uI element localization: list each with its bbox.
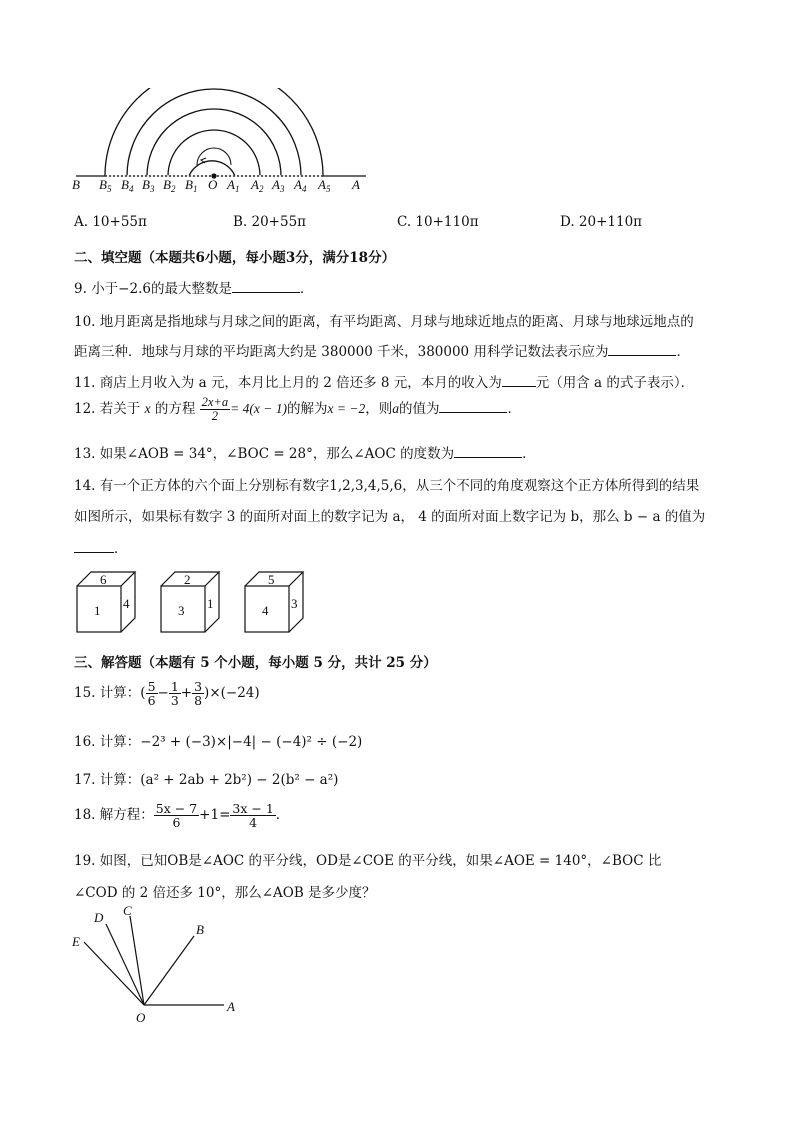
question-18: 18. 解方程： $\frac{5x - 7}{6}$ +1= $\frac{3x - 1}{4}$ ． <box>74 801 290 831</box>
cube-3-front: 4 <box>262 603 269 618</box>
point-label-b: B <box>72 177 80 192</box>
question-16: 16. 计算：−2³ + (−3)×|−4| − (−4)² ÷ (−2) <box>74 734 363 750</box>
cube-1 <box>76 570 138 634</box>
cube-3-side: 3 <box>291 596 298 611</box>
section-2-title: 二、填空题（本题共6小题，每小题3分，满分18分） <box>74 250 396 266</box>
question-14-line2: 如图所示，如果标有数字 3 的面所对面上的数字记为 a， 4 的面所对面上数字记为 b，那么 b − a 的值为 <box>74 509 706 525</box>
cube-1-side: 4 <box>123 596 130 611</box>
cube-2-top: 2 <box>184 572 191 587</box>
angle-label-d: D <box>94 910 104 925</box>
angle-figure <box>66 900 256 1030</box>
point-label-b4: $B_4$ <box>121 177 134 194</box>
cube-2 <box>160 570 222 634</box>
angle-label-c: C <box>123 903 132 918</box>
option-b[interactable]: B. 20+55π <box>233 214 307 230</box>
section-3-title: 三、解答题（本题有 5 个小题，每小题 5 分，共计 25 分） <box>74 655 437 671</box>
point-label-a3: $A_3$ <box>272 177 285 194</box>
cube-1-top: 6 <box>100 572 107 587</box>
cube-2-side: 1 <box>207 596 214 611</box>
point-label-b5: $B_5$ <box>99 177 112 194</box>
angle-label-e: E <box>72 934 80 949</box>
point-label-b1: $B_1$ <box>185 177 198 194</box>
point-label-a1: $A_1$ <box>227 177 240 194</box>
angle-label-a: A <box>227 999 235 1014</box>
angle-label-b: B <box>196 922 204 937</box>
question-17: 17. 计算：(a² + 2ab + 2b²) − 2(b² − a²) <box>74 772 339 788</box>
concentric-arcs-figure <box>66 88 376 200</box>
cube-3-top: 5 <box>268 572 275 587</box>
point-label-b2: $B_2$ <box>163 177 176 194</box>
question-19-line1: 19. 如图，已知OB是∠AOC 的平分线，OD是∠COE 的平分线，如果∠AOE = 140°，∠BOC 比 <box>74 853 662 869</box>
point-label-a: A <box>352 177 360 192</box>
point-label-a5: $A_5$ <box>318 177 331 194</box>
cube-1-front: 1 <box>94 603 101 618</box>
question-11: 11. 商店上月收入为 a 元，本月比上月的 2 倍还多 8 元，本月的收入为 元（用含 a 的式子表示）． <box>74 375 695 391</box>
cube-3 <box>244 570 306 634</box>
question-12: 12. 若关于 x 的方程 $\frac{2x+a}{2}$ = 4(x − 1)的解为x = −2，则a的值为 ． <box>74 395 521 424</box>
question-19-line2: ∠COD 的 2 倍还多 10°，那么∠AOB 是多少度？ <box>74 885 376 901</box>
point-label-b3: $B_3$ <box>142 177 155 194</box>
question-15: 15. 计算：( $\frac{5}{6}$ − $\frac{1}{3}$ + $\frac{3}{8}$ )×(−24) <box>74 679 260 709</box>
point-label-a4: $A_4$ <box>294 177 307 194</box>
question-14-line3: ． <box>74 537 128 557</box>
question-10-line2: 距离三种．地球与月球的平均距离大约是 380000 千米，380000 用科学记数法表示应为 ． <box>74 344 690 360</box>
option-d[interactable]: D. 20+110π <box>560 214 643 230</box>
point-label-a2: $A_2$ <box>251 177 264 194</box>
question-13: 13. 如果∠AOB = 34°，∠BOC = 28°，那么∠AOC 的度数为 ． <box>74 446 536 462</box>
option-a[interactable]: A. 10+55π <box>74 214 147 230</box>
angle-label-o: O <box>136 1010 146 1025</box>
question-9: 9. 小于−2.6的最大整数是 ． <box>74 281 314 297</box>
question-10-line1: 10. 地月距离是指地球与月球之间的距离，有平均距离、月球与地球近地点的距离、月球与地球远地点的 <box>74 314 694 330</box>
cube-2-front: 3 <box>178 603 185 618</box>
question-14-line1: 14. 有一个正方体的六个面上分别标有数字1,2,3,4,5,6，从三个不同的角度观察这个正方体所得到的结果 <box>74 478 700 494</box>
option-c[interactable]: C. 10+110π <box>397 214 479 230</box>
point-label-o: O <box>208 177 218 192</box>
